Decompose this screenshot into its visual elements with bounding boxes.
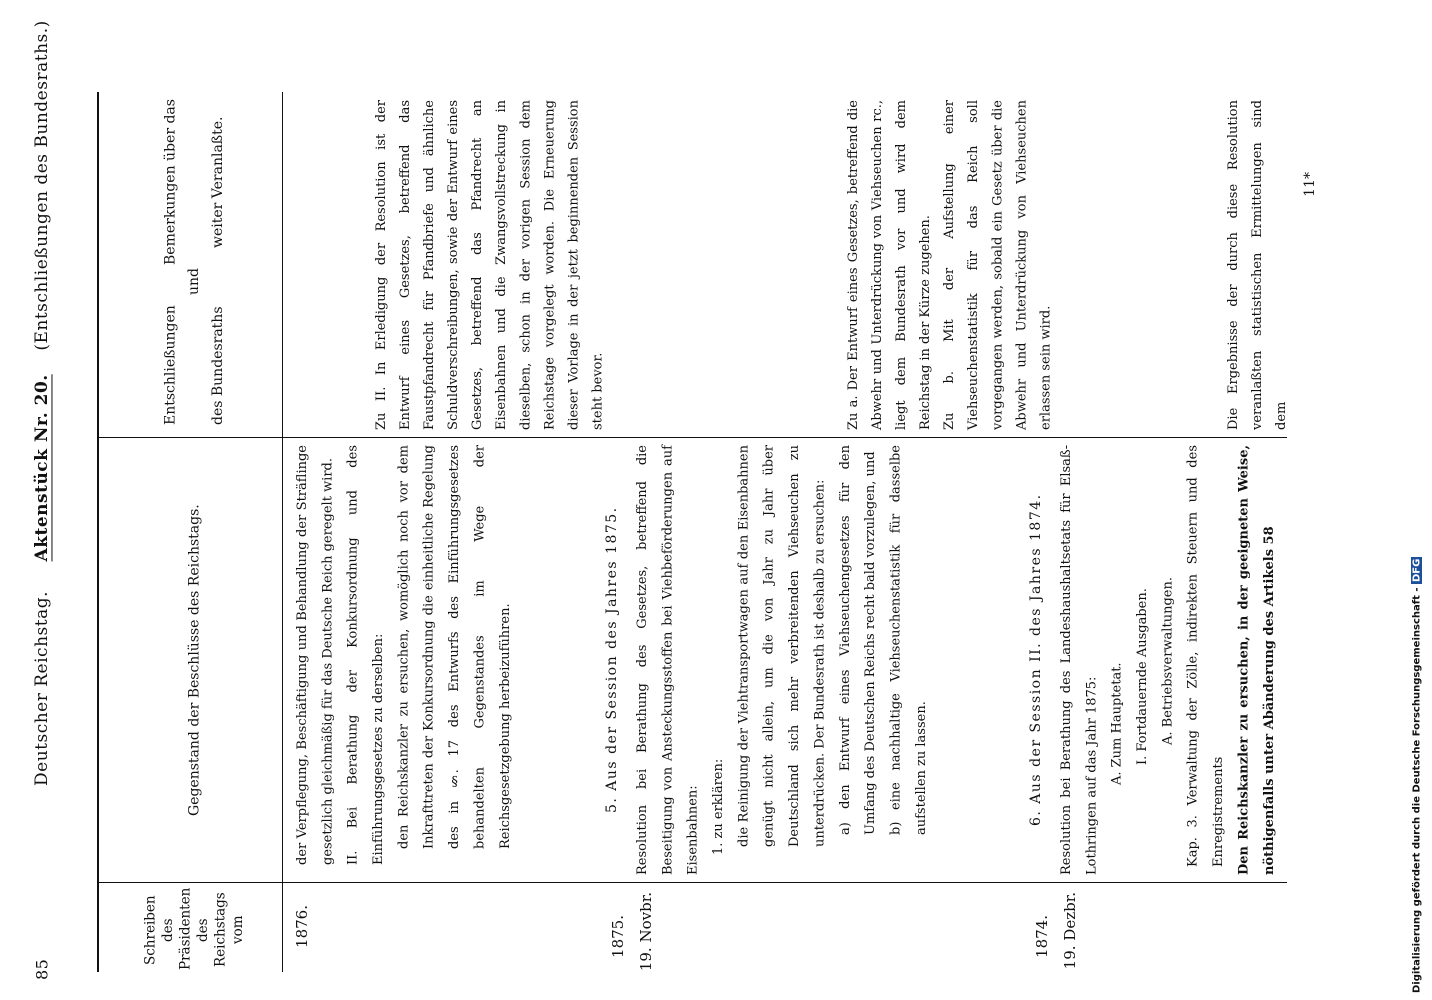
document-title: Aktenstück Nr. 20. [32,374,52,562]
column-rule-2 [97,437,1287,438]
date-1874-day: 19. Dezbr. [1061,892,1079,970]
date-1875-year: 1875. [609,915,627,958]
subject-1874-p4: A. Betriebsverwaltungen. [1160,577,1176,745]
subject-1875-p2: 1. zu erklären: [711,758,727,855]
subject-1874-p1: Resolution bei Berathung des Landeshaushaltsetats für Elsaß-Lothringen auf das Jahr 1875: [1059,445,1100,875]
running-header-strip [22,20,62,980]
decision-1876-p1: Zu II. In Erledigung der Resolution ist der Entwurf eines Gesetzes, betreffend das Faustpfandrecht für Pfandbriefe und ähnliche Schuldverschreibungen, sowie der Entwurf eines Gesetzes, betreffend das Pfandrecht an Eisenbahnen und die Zwangsvollstreckung in dieselben, schon in der vorigen Session dem Reichstage vorgelegt worden. Die Erneuerung dieser Vorlage in der jetzt beginnenden Session steht bevor. [374,100,606,430]
col3-header-line-2: und [186,268,203,296]
dfg-logo: DFG [1411,559,1423,583]
date-1876: 1876. [293,905,311,948]
decision-1876 [370,100,606,430]
decision-1874 [1222,100,1290,430]
subject-1875 [630,445,990,875]
col1-line-2: des [159,918,176,942]
subject-1874-p3: I. Fortdauernde Ausgaben. [1135,588,1151,765]
subject-1875-p5: b) eine nachhaltige Viehseuchenstatistik für dasselbe aufstellen zu lassen. [888,445,929,835]
decision-1875-p2: Zu b. Mit der Aufstellung einer Viehseuchenstatistik für das Reich soll vorgegangen werden, sobald ein Gesetz über die Abwehr und Unterdrückung von Viehseuchen erlassen sein wird. [942,100,1054,430]
col1-header [110,887,280,970]
decision-1875 [842,100,1054,430]
subject-1874-p5: Kap. 3. Verwaltung der Zölle, indirekten Steuern und des Enregistrements [1185,445,1227,867]
page-number: 85 [32,958,52,980]
subject-1876-p3: den Reichskanzler zu ersuchen, womöglich noch vor dem Inkrafttreten der Konkursordnung die einheitliche Regelung des in §. 17 des Entwurfs des Einführungsgesetzes behandelten Gegenstandes im Wege der Reichsgesetzgebung herbeizuführen. [396,445,513,849]
col3-header [110,95,280,435]
col1-line-6: vom [230,915,247,945]
section-5-heading: 5. Aus der Session des Jahres 1875. [604,506,620,814]
date-1875-day: 19. Novbr. [637,892,655,972]
header-bottom-rule [282,92,283,972]
section-6-heading: 6. Aus der Session II. des Jahres 1874. [1028,493,1044,827]
subject-1875-p4: a) den Entwurf eines Viehseuchengesetzes für den Umfang des Deutschen Reichs recht bald vorzulegen, und [837,445,879,835]
col2-header [110,440,280,880]
subject-1874-p2: A. Zum Hauptetat. [1109,662,1125,785]
col2-header-text: Gegenstand der Beschlüsse des Reichstags. [186,504,203,816]
document-subtitle: (Entschließungen des Bundesraths.) [32,20,52,351]
watermark-text: Digitalisierung gefördert durch die Deutsche Forschungsgemeinschaft - [1411,587,1423,993]
date-column [288,885,1288,975]
decision-1874-p1: Die Ergebnisse der durch diese Resolution veranlaßten statistischen Ermittelungen sind dem [1226,100,1290,430]
col1-line-5: Reichstags [212,892,229,968]
col1-line-1: Schreiben [142,895,159,965]
date-1874-year: 1874. [1033,915,1051,958]
col3-header-line-3: Bemerkungen über das weiter Veranlaßte. [162,98,226,265]
decision-1875-p1: Zu a. Der Entwurf eines Gesetzes, betreffend die Abwehr und Unterdrückung von Viehseuchen rc., liegt dem Bundesrath vor und wird dem Reichstag in der Kürze zugehen. [846,100,934,430]
subject-1874-p6: Den Reichskanzler zu ersuchen, in der geeigneten Weise, nöthigenfalls unter Abänderung des Artikels 58 [1236,445,1277,875]
subject-1876-p1: der Verpflegung, Beschäftigung und Behandlung der Sträflinge gesetzlich gleichmäßig für das Deutsche Reich geregelt wird. [295,445,336,865]
col1-line-3: Präsidenten [177,887,194,970]
header-title-group [32,20,52,786]
dfg-watermark [1406,8,1428,993]
subject-1875-p1: Resolution bei Berathung des Gesetzes, betreffend die Beseitigung von Ansteckungsstoffen bei Viehbeförderungen auf Eisenbahnen: [635,445,701,875]
table-outer-rule [97,92,99,972]
column-rule-1 [97,882,1287,883]
col1-line-4: des [195,918,211,942]
subject-1875-p3: die Reinigung der Viehtransportwagen auf den Eisenbahnen genügt nicht allein, um die von Jahr zu Jahr über Deutschland sich mehr verbreitenden Viehseuchen zu unterdrücken. Der Bundesrath ist deshalb zu ersuchen: [736,445,828,847]
subject-1876 [290,445,550,875]
col3-header-line-1: Entschließungen des Bundesraths [162,305,226,426]
subject-1876-p2: II. Bei Berathung der Konkursordnung und des Einführungsgesetzes zu derselben: [345,445,387,865]
signature-mark: 11* [1302,172,1318,197]
running-title: Deutscher Reichstag. [32,590,52,786]
subject-1874 [1054,445,1286,875]
